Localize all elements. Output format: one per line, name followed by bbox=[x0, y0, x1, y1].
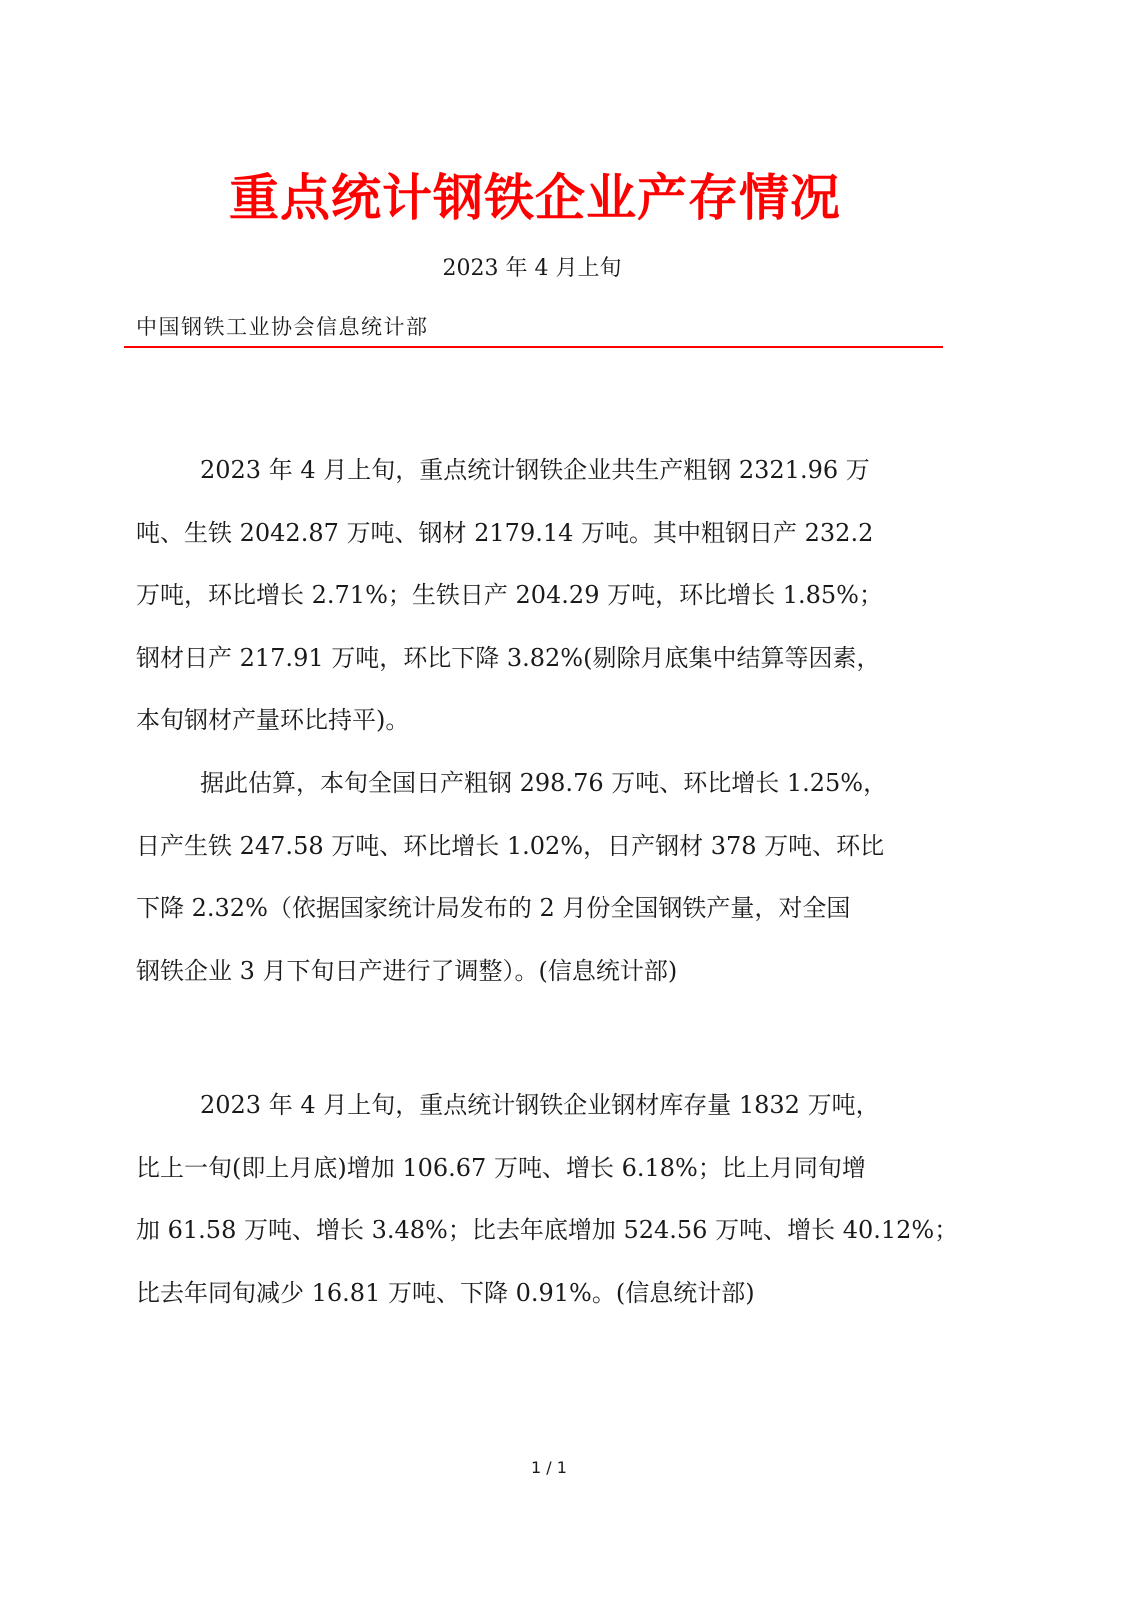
paragraph-line: 日产生铁 247.58 万吨、环比增长 1.02%，日产钢材 378 万吨、环比 bbox=[136, 831, 885, 860]
paragraph-line: 下降 2.32%（依据国家统计局发布的 2 月份全国钢铁产量，对全国 bbox=[136, 894, 851, 922]
paragraph-line: 比上一旬(即上月底)增加 106.67 万吨、增长 6.18%；比上月同旬增 bbox=[136, 1153, 866, 1182]
paragraph-inventory bbox=[136, 1074, 959, 1324]
page-number: 1 / 1 bbox=[531, 1458, 567, 1477]
paragraph-line: 万吨，环比增长 2.71%；生铁日产 204.29 万吨，环比增长 1.85%； bbox=[136, 581, 883, 609]
paragraph-line: 钢铁企业 3 月下旬日产进行了调整）。(信息统计部) bbox=[136, 956, 678, 985]
document-source: 中国钢铁工业协会信息统计部 bbox=[136, 315, 429, 339]
paragraph-line: 钢材日产 217.91 万吨，环比下降 3.82%(剔除月底集中结算等因素， bbox=[136, 643, 881, 672]
paragraph-line: 吨、生铁 2042.87 万吨、钢材 2179.14 万吨。其中粗钢日产 232.2 bbox=[136, 518, 874, 547]
paragraph-line: 2023 年 4 月上旬，重点统计钢铁企业共生产粗钢 2321.96 万 bbox=[200, 456, 870, 484]
paragraph-line: 加 61.58 万吨、增长 3.48%；比去年底增加 524.56 万吨、增长 40.12%； bbox=[136, 1216, 959, 1244]
paragraph-line: 本旬钢材产量环比持平)。 bbox=[136, 706, 410, 734]
document-title: 重点统计钢铁企业产存情况 bbox=[229, 168, 841, 227]
header-divider bbox=[124, 346, 943, 348]
document-date: 2023 年 4 月上旬 bbox=[442, 256, 622, 281]
paragraph-national-estimate bbox=[136, 752, 936, 1002]
paragraph-production bbox=[136, 439, 936, 752]
paragraph-line: 比去年同旬减少 16.81 万吨、下降 0.91%。(信息统计部) bbox=[136, 1278, 755, 1307]
paragraph-line: 2023 年 4 月上旬，重点统计钢铁企业钢材库存量 1832 万吨， bbox=[200, 1091, 880, 1119]
paragraph-line: 据此估算，本旬全国日产粗钢 298.76 万吨、环比增长 1.25%， bbox=[200, 769, 888, 797]
